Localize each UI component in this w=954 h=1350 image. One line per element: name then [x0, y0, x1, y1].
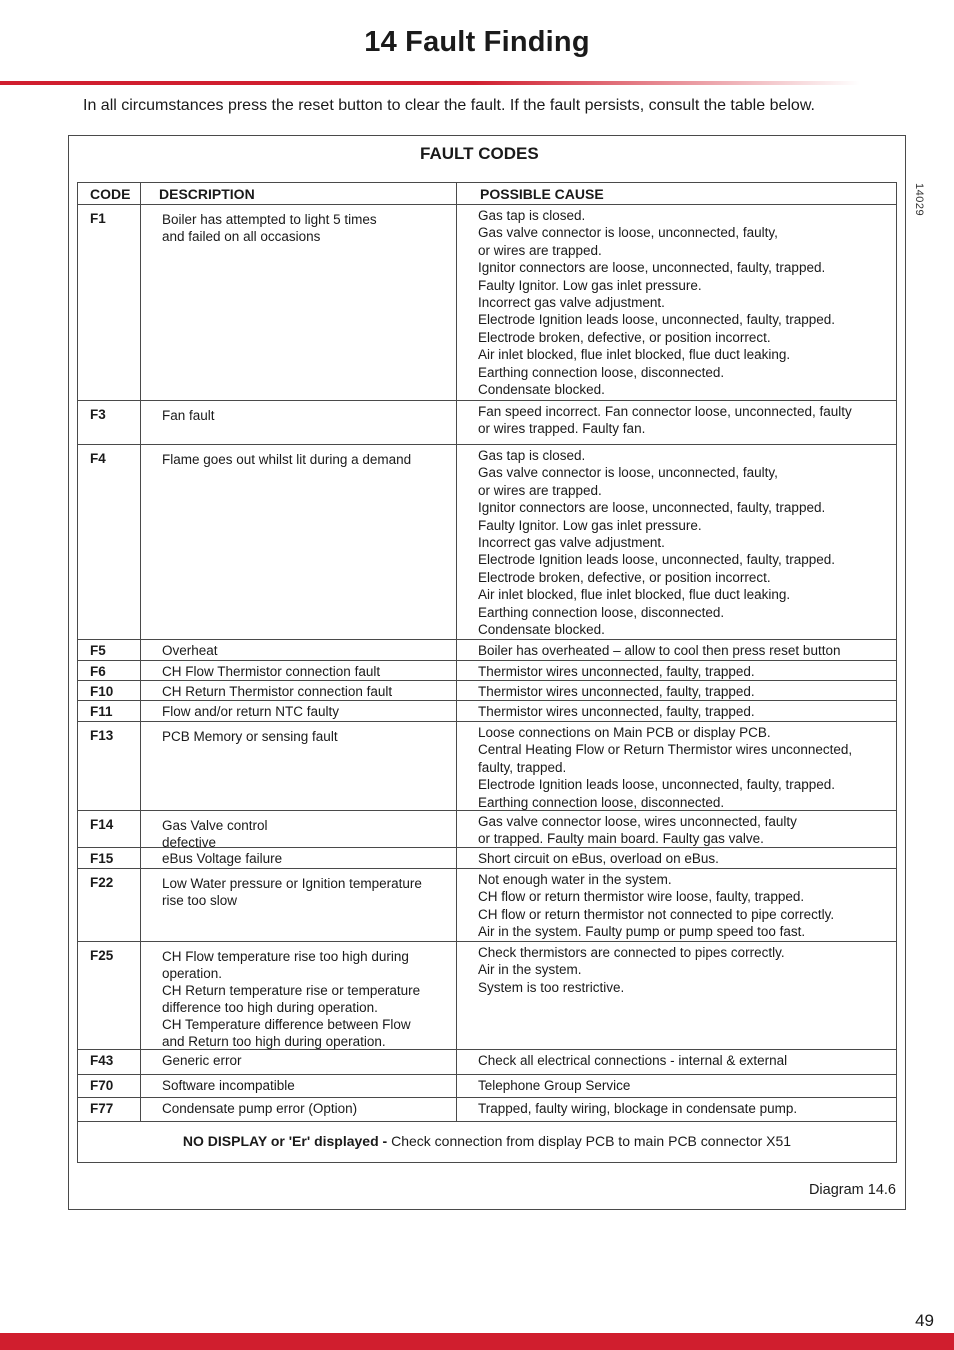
fault-code: F1: [90, 211, 106, 226]
header-description: DESCRIPTION: [159, 186, 255, 202]
row-divider: [78, 1074, 896, 1075]
cause-line: Earthing connection loose, disconnected.: [478, 364, 725, 380]
fault-description: [162, 1100, 454, 1117]
fault-codes-heading: FAULT CODES: [420, 144, 539, 163]
cause-line: Gas valve connector is loose, unconnected, faulty,: [478, 225, 778, 241]
title-rule: [0, 81, 860, 85]
cause-line: System is too restrictive.: [478, 979, 625, 995]
no-display-text: Check connection from display PCB to main PCB connector X51: [391, 1133, 792, 1149]
possible-cause: [478, 813, 890, 848]
cause-line: Central Heating Flow or Return Thermistor wires unconnected,: [478, 742, 853, 758]
cause-line: Short circuit on eBus, overload on eBus.: [478, 851, 719, 866]
description-line: and Return too high during operation.: [162, 1034, 386, 1049]
possible-cause: [478, 1077, 890, 1094]
fault-code: F3: [90, 407, 106, 422]
possible-cause: [478, 663, 890, 680]
fault-description: [162, 1052, 454, 1069]
possible-cause: [478, 403, 890, 438]
cause-line: Air inlet blocked, flue inlet blocked, flue duct leaking.: [478, 587, 791, 603]
fault-description: [162, 211, 454, 245]
cause-line: Thermistor wires unconnected, faulty, trapped.: [478, 704, 755, 719]
cause-line: Incorrect gas valve adjustment.: [478, 535, 665, 551]
fault-description: [162, 817, 454, 851]
fault-code: F6: [90, 664, 106, 679]
cause-line: Faulty Ignitor. Low gas inlet pressure.: [478, 277, 702, 293]
possible-cause: [478, 703, 890, 720]
description-line: defective: [162, 835, 217, 850]
no-display-row: [78, 1133, 896, 1149]
possible-cause: [478, 850, 890, 867]
row-divider: [78, 444, 896, 445]
cause-line: Thermistor wires unconnected, faulty, trapped.: [478, 664, 755, 679]
description-line: Gas Valve control: [162, 818, 268, 833]
fault-description: [162, 875, 454, 909]
fault-description: [162, 451, 454, 468]
description-line: PCB Memory or sensing fault: [162, 729, 338, 744]
cause-line: Gas tap is closed.: [478, 208, 586, 223]
header-code: CODE: [90, 186, 131, 202]
cause-line: Not enough water in the system.: [478, 872, 672, 887]
row-divider: [78, 400, 896, 401]
cause-line: Boiler has overheated – allow to cool then press reset button: [478, 643, 841, 658]
description-line: Software incompatible: [162, 1078, 295, 1093]
fault-code: F14: [90, 817, 114, 832]
cause-line: Telephone Group Service: [478, 1078, 631, 1093]
cause-line: Ignitor connectors are loose, unconnected, faulty, trapped.: [478, 260, 826, 276]
row-divider: [78, 941, 896, 942]
description-line: Flow and/or return NTC faulty: [162, 704, 340, 719]
cause-line: or wires are trapped.: [478, 242, 602, 258]
description-line: eBus Voltage failure: [162, 851, 283, 866]
row-divider: [78, 639, 896, 640]
row-divider: [78, 868, 896, 869]
possible-cause: [478, 1100, 890, 1117]
cause-line: Faulty Ignitor. Low gas inlet pressure.: [478, 517, 702, 533]
cause-line: Condensate blocked.: [478, 622, 605, 638]
fault-code: F4: [90, 451, 106, 466]
cause-line: Condensate blocked.: [478, 382, 605, 398]
fault-code: F10: [90, 684, 114, 699]
fault-code: F13: [90, 728, 114, 743]
fault-code: F11: [90, 704, 113, 719]
cause-line: Loose connections on Main PCB or display PCB.: [478, 725, 771, 740]
description-line: Boiler has attempted to light 5 times: [162, 212, 377, 227]
cause-line: Electrode broken, defective, or position incorrect.: [478, 329, 771, 345]
cause-line: or wires are trapped.: [478, 482, 602, 498]
possible-cause: [478, 447, 890, 638]
fault-description: [162, 642, 454, 659]
intro-text: In all circumstances press the reset button to clear the fault. If the fault persists, consult the table below.: [83, 97, 815, 114]
cause-line: Gas valve connector loose, wires unconnected, faulty: [478, 814, 797, 829]
row-divider: [78, 1121, 896, 1122]
possible-cause: [478, 642, 890, 659]
description-line: and failed on all occasions: [162, 229, 321, 244]
description-line: CH Flow temperature rise too high during: [162, 949, 409, 964]
fault-description: [162, 663, 454, 680]
fault-code: F25: [90, 948, 114, 963]
fault-code: F22: [90, 875, 114, 890]
fault-code: F15: [90, 851, 114, 866]
description-line: difference too high during operation.: [162, 1000, 378, 1015]
fault-code: F43: [90, 1053, 114, 1068]
description-line: Fan fault: [162, 408, 215, 423]
description-line: rise too slow: [162, 893, 238, 908]
footer-bar: [0, 1333, 954, 1350]
cause-line: or wires trapped. Faulty fan.: [478, 421, 646, 437]
possible-cause: [478, 207, 890, 398]
cause-line: Check thermistors are connected to pipes correctly.: [478, 945, 785, 960]
fault-description: [162, 703, 454, 720]
fault-description: [162, 1077, 454, 1094]
cause-line: Electrode Ignition leads loose, unconnected, faulty, trapped.: [478, 312, 835, 328]
cause-line: Incorrect gas valve adjustment.: [478, 295, 665, 311]
cause-line: Check all electrical connections - internal & external: [478, 1053, 788, 1068]
fault-description: [162, 407, 454, 424]
cause-line: Air in the system. Faulty pump or pump speed too fast.: [478, 924, 806, 940]
description-line: Overheat: [162, 643, 218, 658]
cause-line: Air inlet blocked, flue inlet blocked, flue duct leaking.: [478, 347, 791, 363]
fault-code: F77: [90, 1101, 114, 1116]
cause-line: Thermistor wires unconnected, faulty, trapped.: [478, 684, 755, 699]
side-reference: 14029: [913, 183, 925, 217]
page-title: 14 Fault Finding: [364, 26, 590, 58]
fault-code: F5: [90, 643, 106, 658]
cause-line: Electrode Ignition leads loose, unconnected, faulty, trapped.: [478, 777, 835, 793]
description-line: Flame goes out whilst lit during a demand: [162, 452, 412, 467]
fault-table: [77, 182, 897, 1163]
description-line: Condensate pump error (Option): [162, 1101, 358, 1116]
description-line: CH Return Thermistor connection fault: [162, 684, 393, 699]
description-line: Generic error: [162, 1053, 242, 1068]
page-number: 49: [915, 1311, 934, 1330]
fault-code: F70: [90, 1078, 114, 1093]
fault-description: [162, 850, 454, 867]
column-divider: [456, 183, 457, 1121]
cause-line: Air in the system.: [478, 962, 582, 978]
fault-description: [162, 948, 454, 1050]
cause-line: Earthing connection loose, disconnected.: [478, 794, 725, 810]
cause-line: CH flow or return thermistor wire loose, faulty, trapped.: [478, 889, 805, 905]
description-line: operation.: [162, 966, 223, 981]
description-line: Low Water pressure or Ignition temperature: [162, 876, 422, 891]
cause-line: faulty, trapped.: [478, 759, 567, 775]
cause-line: Gas tap is closed.: [478, 448, 586, 463]
cause-line: Earthing connection loose, disconnected.: [478, 604, 725, 620]
no-display-label: NO DISPLAY or 'Er' displayed -: [182, 1133, 388, 1149]
row-divider: [78, 721, 896, 722]
cause-line: or trapped. Faulty main board. Faulty gas valve.: [478, 831, 764, 847]
fault-description: [162, 728, 454, 745]
fault-description: [162, 683, 454, 700]
possible-cause: [478, 1052, 890, 1069]
cause-line: CH flow or return thermistor not connected to pipe correctly.: [478, 906, 835, 922]
cause-line: Electrode Ignition leads loose, unconnected, faulty, trapped.: [478, 552, 835, 568]
cause-line: Fan speed incorrect. Fan connector loose, unconnected, faulty: [478, 404, 852, 419]
column-divider: [140, 183, 141, 1121]
possible-cause: [478, 683, 890, 700]
possible-cause: [478, 944, 890, 996]
row-divider: [78, 660, 896, 661]
cause-line: Trapped, faulty wiring, blockage in condensate pump.: [478, 1101, 798, 1116]
row-divider: [78, 1097, 896, 1098]
possible-cause: [478, 724, 890, 811]
description-line: CH Temperature difference between Flow: [162, 1017, 411, 1032]
description-line: CH Return temperature rise or temperature: [162, 983, 421, 998]
cause-line: Gas valve connector is loose, unconnected, faulty,: [478, 465, 778, 481]
row-divider: [78, 204, 896, 205]
description-line: CH Flow Thermistor connection fault: [162, 664, 381, 679]
diagram-label: Diagram 14.6: [808, 1182, 896, 1198]
cause-line: Ignitor connectors are loose, unconnected, faulty, trapped.: [478, 500, 826, 516]
header-cause: POSSIBLE CAUSE: [480, 186, 604, 202]
possible-cause: [478, 871, 890, 941]
cause-line: Electrode broken, defective, or position incorrect.: [478, 569, 771, 585]
